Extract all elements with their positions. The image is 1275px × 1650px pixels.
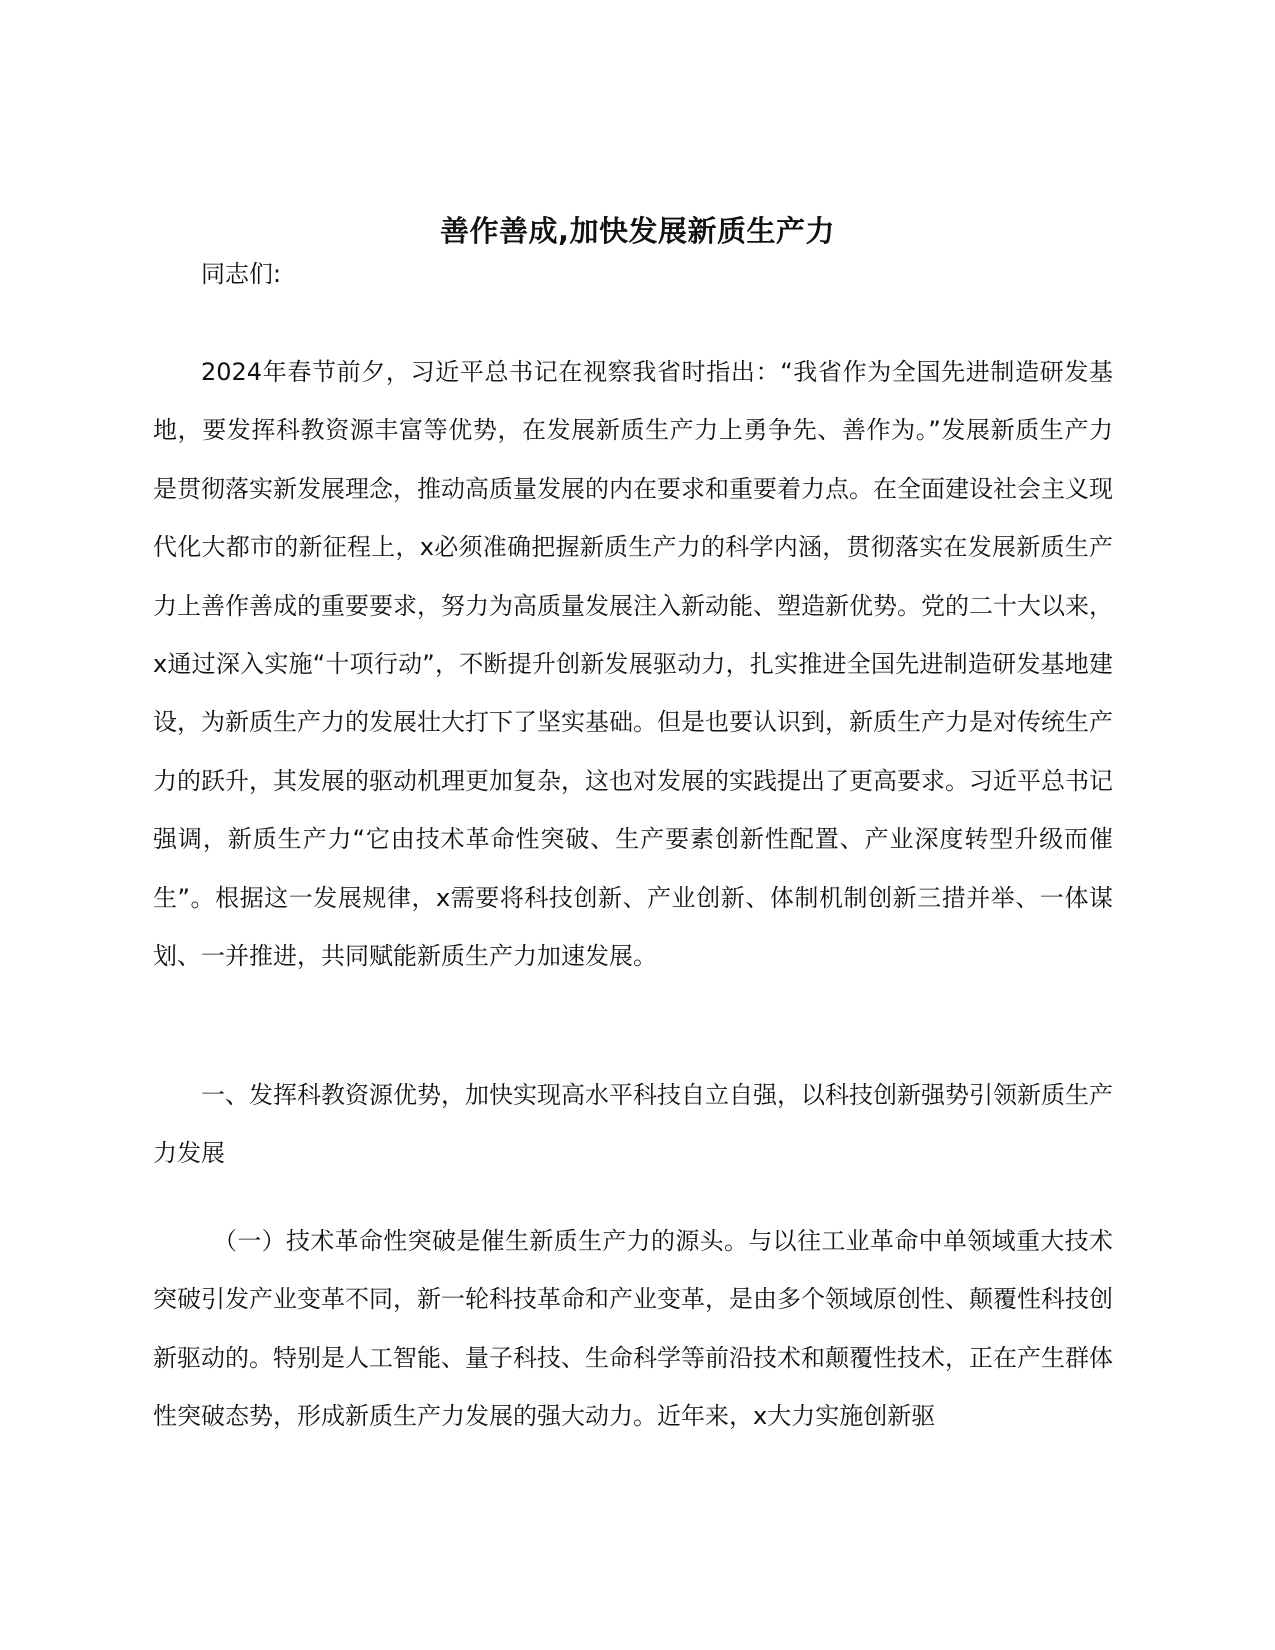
section-heading-1: 一、发挥科教资源优势，加快实现高水平科技自立自强，以科技创新强势引领新质生产力发展 xyxy=(153,1081,1113,1168)
salutation: 同志们: xyxy=(201,260,282,288)
paragraph-intro: 2024年春节前夕，习近平总书记在视察我省时指出：“我省作为全国先进制造研发基地，要发挥科教资源丰富等优势，在发展新质生产力上勇争先、善作为。”发展新质生产力是贯彻落实新发展理念，推动高质量发展的内在要求和重要着力点。在全面建设社会主义现代化大都市的新征程上，x必须准确把握新质生产力的科学内涵，贯彻落实在发展新质生产力上善作善成的重要要求，努力为高质量发展注入新动能、塑造新优势。党的二十大以来，x通过深入实施“十项行动”，不断提升创新发展驱动力，扎实推进全国先进制造研发基地建设，为新质生产力的发展壮大打下了坚实基础。但是也要认识到，新质生产力是对传统生产力的跃升，其发展的驱动机理更加复杂，这也对发展的实践提出了更高要求。习近平总书记强调，新质生产力“它由技术革命性突破、生产要素创新性配置、产业深度转型升级而催生”。根据这一发展规律，x需要将科技创新、产业创新、体制机制创新三措并举、一体谋划、一并推进，共同赋能新质生产力加速发展。 xyxy=(153,358,1113,971)
document-title: 善作善成,加快发展新质生产力 xyxy=(439,214,836,249)
paragraph-subsection-1: （一）技术革命性突破是催生新质生产力的源头。与以往工业革命中单领域重大技术突破引发产业变革不同，新一轮科技革命和产业变革，是由多个领域原创性、颠覆性科技创新驱动的。特别是人工智能、量子科技、生命科学等前沿技术和颠覆性技术，正在产生群体性突破态势，形成新质生产力发展的强大动力。近年来，x大力实施创新驱 xyxy=(153,1227,1113,1431)
